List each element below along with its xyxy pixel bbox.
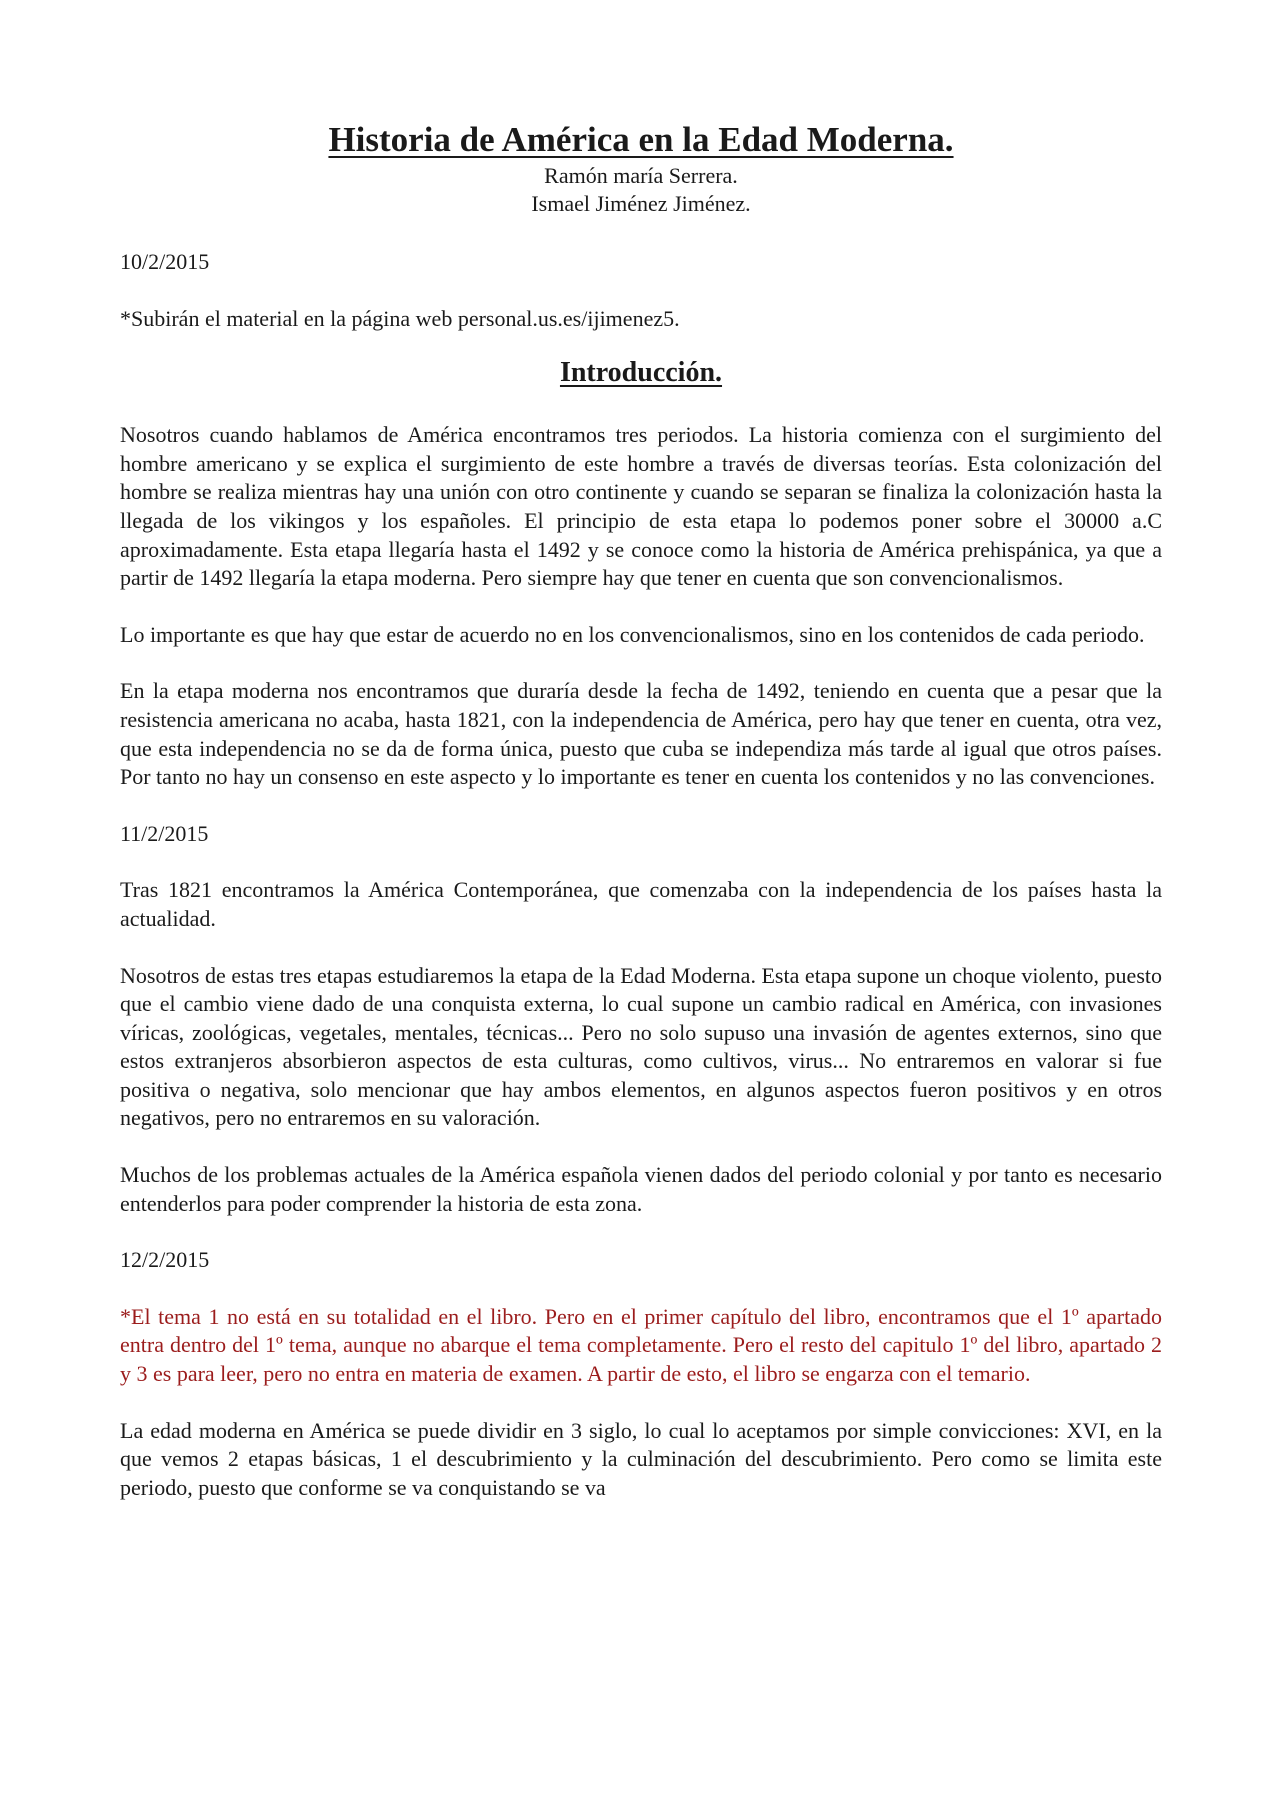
body-paragraph: La edad moderna en América se puede dividir en 3 siglo, lo cual lo aceptamos por simple convicciones: XVI, en la que vemos 2 etapas básicas, 1 el descubrimiento y la culminación del descubrimiento. Pero como se limita este periodo, puesto que conforme se va conquistando se va (120, 1417, 1162, 1500)
document-title: Historia de América en la Edad Moderna. (328, 120, 954, 159)
author-1: Ramón maría Serrera. (544, 163, 738, 188)
body-paragraph: Nosotros de estas tres etapas estudiaremos la etapa de la Edad Moderna. Esta etapa supone un choque violento, puesto que el cambio viene dado de una conquista externa, lo cual supone un cambio radical en América, con invasiones víricas, zoológicas, vegetales, mentales, técnicas... Pero no solo supuso una invasión de agentes externos, sino que estos extranjeros absorbieron aspectos de esta culturas, como cultivos, virus... No entraremos en valorar si fue positiva o negativa, solo mencionar que hay ambos elementos, en algunos aspectos fueron positivos y en otros negativos, pero no entraremos en su valoración. (120, 962, 1162, 1131)
body-paragraph: Nosotros cuando hablamos de América encontramos tres periodos. La historia comienza con el surgimiento del hombre americano y se explica el surgimiento de este hombre a través de diversas teorías. Esta colonización del hombre se realiza mientras hay una unión con otro continente y cuando se separan se finaliza la colonización hasta la llegada de los vikingos y los españoles. El principio de esta etapa lo podemos poner sobre el 30000 a.C aproximadamente. Esta etapa llegaría hasta el 1492 y se conoce como la historia de América prehispánica, ya que a partir de 1492 llegaría la etapa moderna. Pero siempre hay que tener en cuenta que son convencionalismos. (120, 422, 1162, 591)
date-entry: 10/2/2015 (120, 249, 210, 274)
date-entry: 11/2/2015 (120, 820, 209, 846)
date-entry: 12/2/2015 (120, 1247, 210, 1273)
body-paragraph: En la etapa moderna nos encontramos que duraría desde la fecha de 1492, teniendo en cuenta que a pesar que la resistencia americana no acaba, hasta 1821, con la independencia de América, pero hay que tener en cuenta, otra vez, que esta independencia no se da de forma única, puesto que cuba se independiza más tarde al igual que otros países. Por tanto no hay un consenso en este aspecto y lo importante es tener en cuenta los contenidos y no las convenciones. (120, 678, 1162, 790)
document-page (120, 118, 1162, 1502)
section-heading: Introducción. (559, 357, 723, 389)
body-paragraph: Lo importante es que hay que estar de acuerdo no en los convencionalismos, sino en los contenidos de cada periodo. (120, 621, 1145, 647)
web-note-paragraph: *Subirán el material en la página web personal.us.es/ijimenez5. (120, 305, 680, 331)
author-2: Ismael Jiménez Jiménez. (531, 191, 751, 216)
exam-note-paragraph: *El tema 1 no está en su totalidad en el libro. Pero en el primer capítulo del libro, encontramos que el 1º apartado entra dentro del 1º tema, aunque no abarque el tema completamente. Pero el resto del capitulo 1º del libro, apartado 2 y 3 es para leer, pero no entra en materia de examen. A partir de esto, el libro se engarza con el temario. (120, 1303, 1162, 1387)
body-paragraph: Muchos de los problemas actuales de la América española vienen dados del periodo colonial y por tanto es necesario entenderlos para poder comprender la historia de esta zona. (120, 1162, 1162, 1216)
body-paragraph: Tras 1821 encontramos la América Contemporánea, que comenzaba con la independencia de los países hasta la actualidad. (120, 877, 1162, 931)
